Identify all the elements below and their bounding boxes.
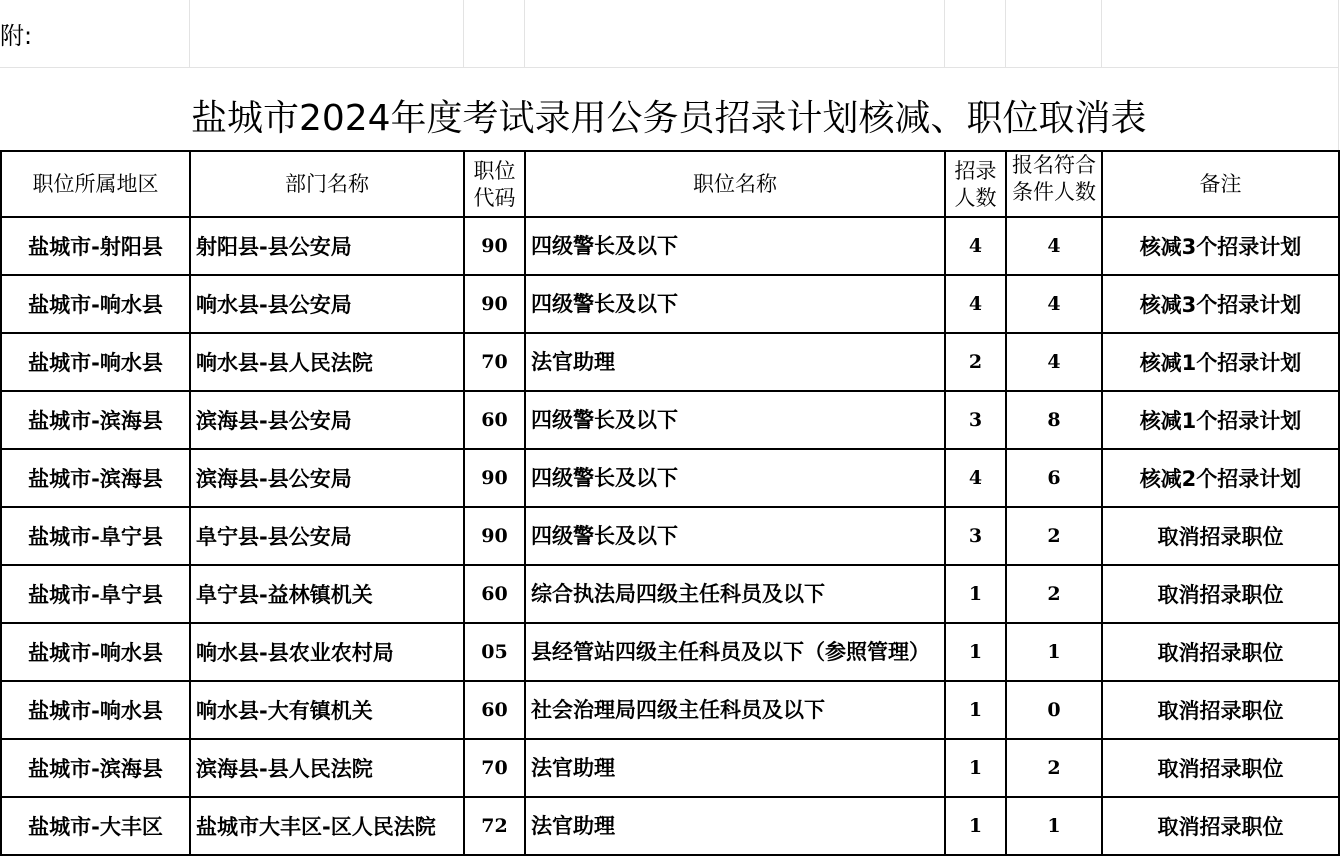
table-row — [1, 391, 1339, 449]
cell-region: 盐城市-滨海县 — [1, 391, 190, 449]
table-row — [1, 217, 1339, 275]
cell-code: 90 — [464, 275, 525, 333]
cell-remark: 核减1个招录计划 — [1102, 333, 1339, 391]
note-label: 附: — [0, 0, 189, 68]
cell-position: 四级警长及以下 — [525, 391, 945, 449]
cell-code: 60 — [464, 681, 525, 739]
cell-remark: 取消招录职位 — [1102, 681, 1339, 739]
empty-cell — [524, 0, 944, 68]
cell-qualified: 4 — [1006, 333, 1102, 391]
cell-dept: 盐城市大丰区-区人民法院 — [190, 797, 464, 855]
cell-qualified: 4 — [1006, 275, 1102, 333]
cell-qualified: 2 — [1006, 507, 1102, 565]
table-row — [1, 507, 1339, 565]
header-remark: 备注 — [1102, 151, 1339, 217]
cell-region: 盐城市-响水县 — [1, 275, 190, 333]
cell-position: 综合执法局四级主任科员及以下 — [525, 565, 945, 623]
cell-recruit: 1 — [945, 681, 1006, 739]
cell-recruit: 1 — [945, 739, 1006, 797]
cell-dept: 响水县-县农业农村局 — [190, 623, 464, 681]
cell-dept: 阜宁县-县公安局 — [190, 507, 464, 565]
cell-dept: 射阳县-县公安局 — [190, 217, 464, 275]
cell-recruit: 4 — [945, 449, 1006, 507]
cell-remark: 取消招录职位 — [1102, 565, 1339, 623]
cell-code: 70 — [464, 739, 525, 797]
table-row — [1, 739, 1339, 797]
empty-cell — [1005, 0, 1101, 68]
cell-remark: 取消招录职位 — [1102, 623, 1339, 681]
cell-region: 盐城市-滨海县 — [1, 739, 190, 797]
header-qualified: 报名符合条件人数 — [1006, 151, 1102, 217]
table-row — [1, 333, 1339, 391]
cell-qualified: 1 — [1006, 797, 1102, 855]
cell-recruit: 3 — [945, 507, 1006, 565]
cell-code: 60 — [464, 391, 525, 449]
cell-code: 60 — [464, 565, 525, 623]
cell-qualified: 8 — [1006, 391, 1102, 449]
cell-recruit: 4 — [945, 275, 1006, 333]
empty-cell — [1101, 0, 1338, 68]
table-row — [1, 449, 1339, 507]
cell-recruit: 4 — [945, 217, 1006, 275]
cell-region: 盐城市-阜宁县 — [1, 565, 190, 623]
cell-dept: 滨海县-县公安局 — [190, 449, 464, 507]
empty-cell — [463, 0, 524, 68]
cell-recruit: 1 — [945, 797, 1006, 855]
cell-dept: 响水县-县人民法院 — [190, 333, 464, 391]
cell-remark: 取消招录职位 — [1102, 797, 1339, 855]
cell-region: 盐城市-射阳县 — [1, 217, 190, 275]
header-code: 职位代码 — [464, 151, 525, 217]
table-header-row — [1, 151, 1339, 217]
cell-qualified: 1 — [1006, 623, 1102, 681]
cell-recruit: 2 — [945, 333, 1006, 391]
cell-remark: 核减2个招录计划 — [1102, 449, 1339, 507]
header-region: 职位所属地区 — [1, 151, 190, 217]
cell-code: 72 — [464, 797, 525, 855]
cell-dept: 滨海县-县人民法院 — [190, 739, 464, 797]
cell-region: 盐城市-大丰区 — [1, 797, 190, 855]
table-row — [1, 565, 1339, 623]
cell-position: 四级警长及以下 — [525, 449, 945, 507]
cell-position: 四级警长及以下 — [525, 217, 945, 275]
cell-region: 盐城市-响水县 — [1, 623, 190, 681]
cell-recruit: 1 — [945, 565, 1006, 623]
cell-remark: 核减3个招录计划 — [1102, 275, 1339, 333]
table-row — [1, 797, 1339, 855]
cell-position: 四级警长及以下 — [525, 507, 945, 565]
cell-position: 法官助理 — [525, 333, 945, 391]
cell-code: 90 — [464, 507, 525, 565]
cell-position: 四级警长及以下 — [525, 275, 945, 333]
cell-dept: 阜宁县-益林镇机关 — [190, 565, 464, 623]
cell-code: 90 — [464, 217, 525, 275]
cell-region: 盐城市-滨海县 — [1, 449, 190, 507]
cell-dept: 响水县-县公安局 — [190, 275, 464, 333]
empty-cell — [944, 0, 1005, 68]
cell-region: 盐城市-阜宁县 — [1, 507, 190, 565]
cell-qualified: 2 — [1006, 565, 1102, 623]
cell-remark: 核减1个招录计划 — [1102, 391, 1339, 449]
empty-cell — [189, 0, 463, 68]
cell-qualified: 6 — [1006, 449, 1102, 507]
cell-remark: 取消招录职位 — [1102, 507, 1339, 565]
header-recruit: 招录人数 — [945, 151, 1006, 217]
sheet-header-grid — [0, 0, 1339, 157]
cell-recruit: 1 — [945, 623, 1006, 681]
table-body — [1, 217, 1339, 855]
table-row — [1, 681, 1339, 739]
cell-region: 盐城市-响水县 — [1, 333, 190, 391]
cell-dept: 滨海县-县公安局 — [190, 391, 464, 449]
table-row — [1, 623, 1339, 681]
cell-position: 法官助理 — [525, 797, 945, 855]
header-dept: 部门名称 — [190, 151, 464, 217]
cell-region: 盐城市-响水县 — [1, 681, 190, 739]
cell-recruit: 3 — [945, 391, 1006, 449]
cell-qualified: 4 — [1006, 217, 1102, 275]
cell-position: 县经管站四级主任科员及以下（参照管理） — [525, 623, 945, 681]
recruitment-table — [0, 150, 1340, 856]
cell-position: 社会治理局四级主任科员及以下 — [525, 681, 945, 739]
cell-dept: 响水县-大有镇机关 — [190, 681, 464, 739]
cell-code: 05 — [464, 623, 525, 681]
cell-code: 90 — [464, 449, 525, 507]
cell-remark: 核减3个招录计划 — [1102, 217, 1339, 275]
cell-position: 法官助理 — [525, 739, 945, 797]
cell-qualified: 0 — [1006, 681, 1102, 739]
cell-qualified: 2 — [1006, 739, 1102, 797]
cell-code: 70 — [464, 333, 525, 391]
header-position: 职位名称 — [525, 151, 945, 217]
table-row — [1, 275, 1339, 333]
cell-remark: 取消招录职位 — [1102, 739, 1339, 797]
page-title: 盐城市2024年度考试录用公务员招录计划核减、职位取消表 — [0, 68, 1338, 158]
